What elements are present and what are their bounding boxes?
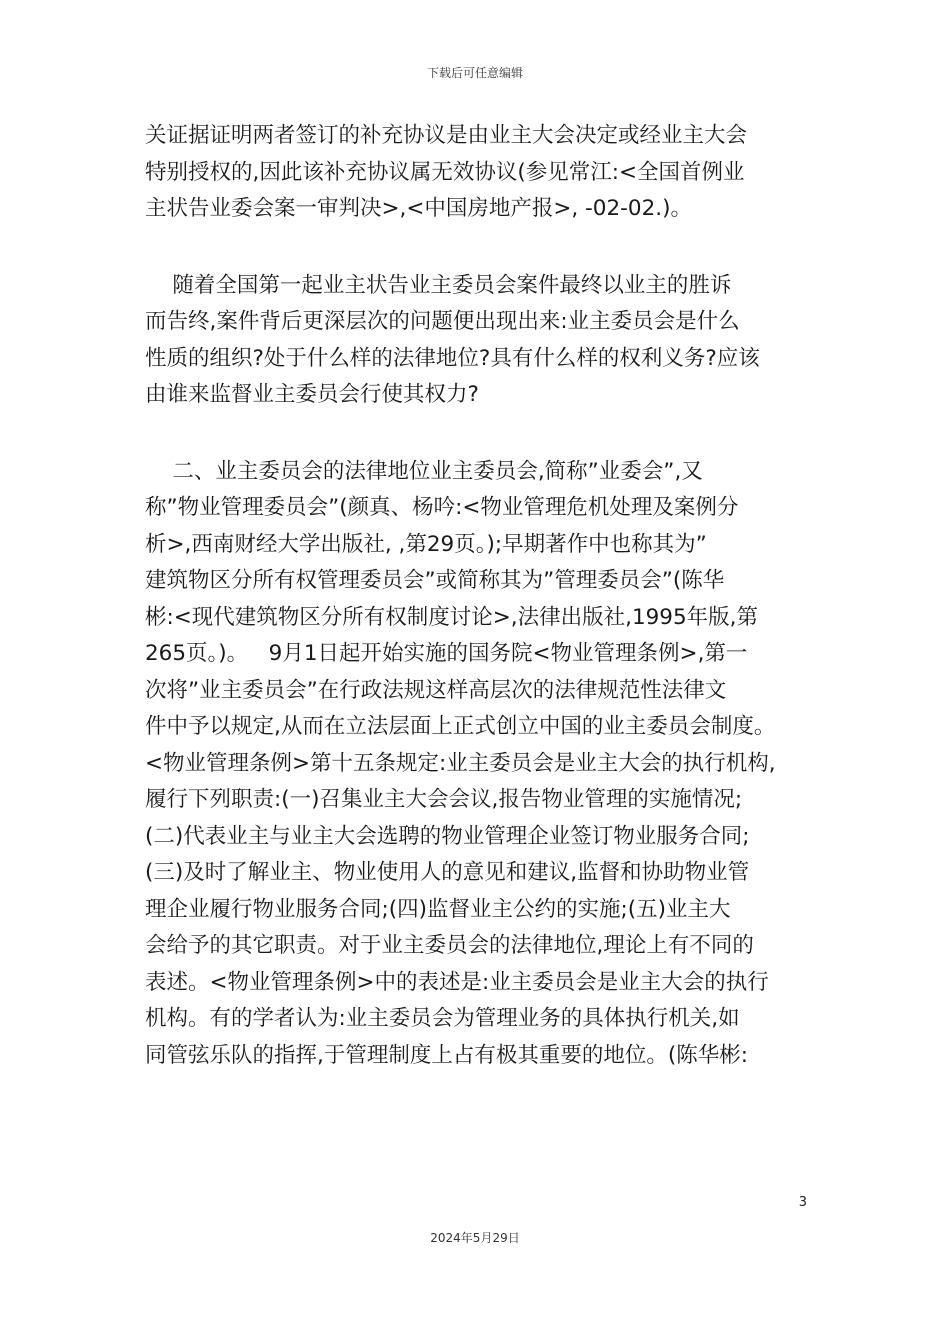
text-line: 主状告业委会案一审判决>,<中国房地产报>, -02-02.)。 [145,196,693,221]
text-line: 随着全国第一起业主状告业主委员会案件最终以业主的胜诉 [145,272,732,298]
text-line: 而告终,案件背后更深层次的问题便出现出来:业主委员会是什么 [145,309,740,334]
page-header: 下载后可任意编辑 [426,66,523,80]
text-line: 会给予的其它职责。对于业主委员会的法律地位,理论上有不同的 [145,933,754,958]
text-line: 特别授权的,因此该补充协议属无效协议(参见常江:<全国首例业 [145,159,745,185]
text-line: 析>,西南财经大学出版社, ,第29页。);早期著作中也称其为” [145,531,707,557]
text-line: (二)代表业主与业主大会选聘的物业管理企业签订物业服务合同; [145,823,750,849]
paragraph-2 [145,268,813,414]
footer-date: 2024年5月29日 [430,1231,520,1245]
text-line: 件中予以规定,从而在立法层面上正式创立中国的业主委员会制度。 [145,714,776,739]
text-line: 彬:<现代建筑物区分所有权制度讨论>,法律出版社,1995年版,第 [145,604,758,630]
text-line: <物业管理条例>第十五条规定:业主委员会是业主大会的执行机构, [145,750,776,776]
text-line: 性质的组织?处于什么样的法律地位?具有什么样的权利义务?应该 [145,345,760,371]
page-number: 3 [798,1195,807,1210]
text-line: 关证据证明两者签订的补充协议是由业主大会决定或经业主大会 [145,123,748,148]
text-line: 理企业履行物业服务合同;(四)监督业主公约的实施;(五)业主大 [145,896,731,922]
text-line: 机构。有的学者认为:业主委员会为管理业务的具体执行机关,如 [145,1006,740,1031]
text-line: 履行下列职责:(一)召集业主大会会议,报告物业管理的实施情况; [145,787,743,812]
document-body [145,118,813,1074]
text-line: 称”物业管理委员会”(颜真、杨吟:<物业管理危机处理及案例分 [145,495,739,520]
text-line: 二、业主委员会的法律地位业主委员会,简称”业委会”,又 [145,458,703,484]
text-line: (三)及时了解业主、物业使用人的意见和建议,监督和协助物业管 [145,860,750,885]
text-line: 建筑物区分所有权管理委员会”或简称其为”管理委员会”(陈华 [145,568,725,593]
paragraph-1 [145,118,813,228]
text-line: 同管弦乐队的指挥,于管理制度上占有极其重要的地位。(陈华彬: [145,1042,748,1068]
paragraph-3 [145,454,813,1075]
text-line: 次将”业主委员会”在行政法规这样高层次的法律规范性法律文 [145,677,727,703]
text-line: 表述。<物业管理条例>中的表述是:业主委员会是业主大会的执行 [145,969,769,995]
text-line: 由谁来监督业主委员会行使其权力? [145,382,479,407]
text-line: 265页。)。 9月1日起开始实施的国务院<物业管理条例>,第一 [145,641,748,666]
